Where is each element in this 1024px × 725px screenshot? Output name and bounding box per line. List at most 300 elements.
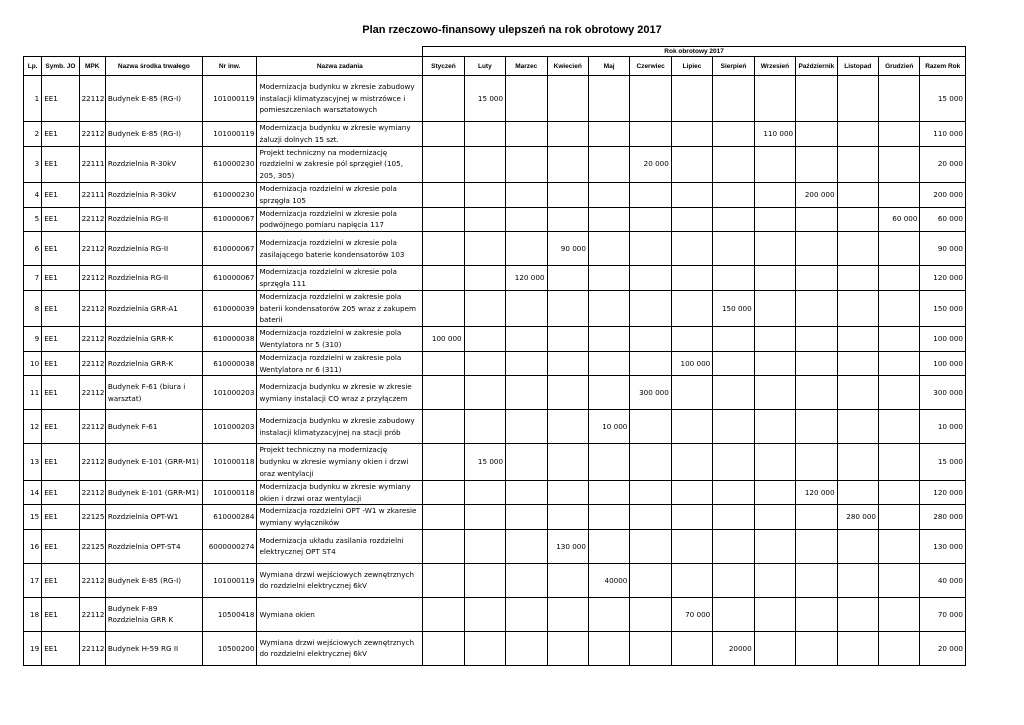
row-asset-name: Budynek E-85 (RG-I) [105,563,202,597]
row-month-empty [423,122,464,147]
row-symb-jo: EE1 [42,351,79,376]
row-month-empty [506,327,547,352]
row-month-empty [506,480,547,505]
row-inventory-number: 610000067 [202,266,257,291]
plan-table [23,46,966,666]
row-symb-jo: EE1 [42,505,79,530]
row-month-empty [754,410,795,444]
row-month-empty [713,444,754,480]
row-month-empty [754,444,795,480]
row-month-empty [630,480,671,505]
column-header: Nazwa zadania [257,57,423,76]
row-month-empty [588,631,629,665]
row-month-empty [754,76,795,122]
row-month-empty [754,182,795,207]
row-inventory-number: 610000038 [202,327,257,352]
row-month-empty [547,444,588,480]
row-task-name: Modernizacja budynku w zkresie w zkresie wymiany instalacji CO wraz z przyłączem [257,376,423,410]
row-month-empty [837,410,878,444]
row-month-empty [506,631,547,665]
row-month-empty [464,266,505,291]
row-month-empty [754,207,795,232]
row-month-empty [837,327,878,352]
row-month-empty [754,266,795,291]
row-symb-jo: EE1 [42,444,79,480]
row-month-empty [837,266,878,291]
row-month-empty [506,351,547,376]
row-inventory-number: 610000067 [202,207,257,232]
row-month-empty [423,351,464,376]
row-month-empty [464,207,505,232]
row-lp: 2 [24,122,42,147]
row-month-empty [547,76,588,122]
row-year-total: 20 000 [920,631,966,665]
row-month-empty [547,327,588,352]
row-month-amount: 20000 [713,631,754,665]
row-month-amount: 70 000 [671,597,712,631]
row-month-empty [464,563,505,597]
row-month-empty [588,146,629,182]
row-mpk: 22125 [79,505,105,530]
row-month-empty [754,327,795,352]
row-month-empty [713,505,754,530]
row-mpk: 22112 [79,266,105,291]
column-header: Luty [464,57,505,76]
row-month-amount: 10 000 [588,410,629,444]
row-month-empty [630,444,671,480]
row-asset-name: Rozdzielnia RG-II [105,232,202,266]
row-month-empty [879,266,920,291]
row-task-name: Wymiana drzwi wejściowych zewnętrznych do rozdzielni elektrycznej 6kV [257,563,423,597]
row-task-name: Modernizacja budynku w zkresie wymiany okien i drzwi oraz wentylacji [257,480,423,505]
row-asset-name: Rozdzielnia GRR-A1 [105,290,202,326]
row-month-amount: 20 000 [630,146,671,182]
row-month-empty [713,410,754,444]
row-symb-jo: EE1 [42,182,79,207]
row-month-empty [754,232,795,266]
row-inventory-number: 101000119 [202,76,257,122]
row-month-empty [423,563,464,597]
row-month-empty [506,529,547,563]
row-asset-name: Rozdzielnia OPT-ST4 [105,529,202,563]
row-month-empty [754,529,795,563]
row-month-empty [671,182,712,207]
row-month-empty [671,122,712,147]
row-inventory-number: 610000284 [202,505,257,530]
row-symb-jo: EE1 [42,146,79,182]
table-row [24,597,966,631]
row-month-empty [879,232,920,266]
row-month-empty [423,76,464,122]
row-task-name: Modernizacja układu zasilania rozdzielni elektrycznej OPT ST4 [257,529,423,563]
row-month-empty [630,597,671,631]
row-mpk: 22112 [79,563,105,597]
row-month-empty [464,529,505,563]
row-lp: 13 [24,444,42,480]
row-symb-jo: EE1 [42,376,79,410]
row-month-empty [671,505,712,530]
row-month-empty [713,76,754,122]
row-month-empty [796,351,837,376]
row-month-empty [879,376,920,410]
row-year-total: 150 000 [920,290,966,326]
row-month-empty [464,410,505,444]
row-month-empty [506,410,547,444]
column-header: MPK [79,57,105,76]
row-year-total: 120 000 [920,480,966,505]
row-task-name: Modernizacja rozdzielni OPT -W1 w zkaresie wymiany wyłączników [257,505,423,530]
row-month-empty [423,232,464,266]
row-lp: 18 [24,597,42,631]
row-year-total: 130 000 [920,529,966,563]
row-inventory-number: 610000039 [202,290,257,326]
row-month-empty [671,232,712,266]
row-inventory-number: 610000230 [202,146,257,182]
row-asset-name: Rozdzielnia R-30kV [105,182,202,207]
row-year-total: 120 000 [920,266,966,291]
row-month-empty [588,290,629,326]
row-month-empty [796,327,837,352]
row-month-empty [588,207,629,232]
row-month-empty [796,597,837,631]
row-year-total: 110 000 [920,122,966,147]
row-lp: 15 [24,505,42,530]
row-month-empty [506,207,547,232]
row-month-empty [713,207,754,232]
row-task-name: Modernizacja rozdzielni w zakresie pola baterii kondensatorów 205 wraz z zakupem baterii [257,290,423,326]
table-row [24,410,966,444]
row-month-empty [713,327,754,352]
table-row [24,266,966,291]
row-task-name: Modernizacja rozdzielni w zkresie pola zasilającego baterie kondensatorów 103 [257,232,423,266]
row-mpk: 22112 [79,290,105,326]
row-month-empty [796,505,837,530]
row-month-empty [796,76,837,122]
row-month-empty [506,505,547,530]
row-month-empty [879,146,920,182]
row-asset-name: Budynek F-61 (biura i warsztat) [105,376,202,410]
row-month-empty [547,597,588,631]
row-symb-jo: EE1 [42,563,79,597]
row-month-empty [879,480,920,505]
row-mpk: 22112 [79,122,105,147]
row-mpk: 22111 [79,182,105,207]
row-lp: 12 [24,410,42,444]
row-inventory-number: 610000067 [202,232,257,266]
row-task-name: Wymiana drzwi wejściowych zewnętrznych do rozdzielni elektrycznej 6kV [257,631,423,665]
row-month-empty [464,376,505,410]
row-month-empty [879,351,920,376]
row-year-total: 100 000 [920,351,966,376]
row-month-empty [547,480,588,505]
row-month-empty [796,122,837,147]
row-month-empty [879,327,920,352]
table-row [24,505,966,530]
row-mpk: 22112 [79,327,105,352]
row-month-empty [837,122,878,147]
row-month-empty [671,207,712,232]
row-mpk: 22112 [79,480,105,505]
table-row [24,182,966,207]
row-lp: 4 [24,182,42,207]
row-month-empty [630,631,671,665]
column-header: Sierpień [713,57,754,76]
row-asset-name: Budynek E-101 (GRR-M1) [105,444,202,480]
row-month-empty [464,480,505,505]
row-month-amount: 40000 [588,563,629,597]
row-year-total: 70 000 [920,597,966,631]
row-month-empty [671,444,712,480]
row-inventory-number: 10500418 [202,597,257,631]
row-month-empty [671,76,712,122]
row-asset-name: Rozdzielnia OPT-W1 [105,505,202,530]
row-month-empty [630,327,671,352]
row-month-empty [671,146,712,182]
row-month-amount: 100 000 [671,351,712,376]
row-month-empty [796,376,837,410]
row-month-empty [588,444,629,480]
row-month-empty [796,563,837,597]
row-month-empty [796,529,837,563]
row-month-empty [630,232,671,266]
row-month-empty [464,631,505,665]
row-month-empty [837,631,878,665]
row-month-empty [423,410,464,444]
row-month-empty [671,480,712,505]
column-header: Styczeń [423,57,464,76]
row-year-total: 300 000 [920,376,966,410]
table-row [24,376,966,410]
row-month-empty [837,146,878,182]
table-row [24,122,966,147]
row-symb-jo: EE1 [42,290,79,326]
row-month-empty [547,122,588,147]
row-month-empty [630,351,671,376]
row-month-empty [671,410,712,444]
row-inventory-number: 610000038 [202,351,257,376]
row-month-empty [630,207,671,232]
table-row [24,351,966,376]
table-row [24,563,966,597]
row-mpk: 22111 [79,146,105,182]
row-month-empty [879,76,920,122]
row-month-amount: 130 000 [547,529,588,563]
row-month-empty [754,146,795,182]
row-month-empty [547,182,588,207]
row-month-empty [671,631,712,665]
row-inventory-number: 101000119 [202,563,257,597]
row-month-empty [713,146,754,182]
row-month-empty [588,597,629,631]
row-month-empty [547,631,588,665]
row-month-empty [713,182,754,207]
row-inventory-number: 101000119 [202,122,257,147]
row-mpk: 22112 [79,207,105,232]
row-lp: 10 [24,351,42,376]
row-month-empty [796,444,837,480]
row-month-empty [547,146,588,182]
row-month-empty [837,290,878,326]
row-month-empty [713,376,754,410]
row-month-empty [879,290,920,326]
row-month-empty [879,563,920,597]
row-month-amount: 15 000 [464,444,505,480]
row-month-empty [630,76,671,122]
row-asset-name: Rozdzielnia R-30kV [105,146,202,182]
row-month-empty [547,376,588,410]
row-mpk: 22112 [79,444,105,480]
table-row [24,290,966,326]
row-month-empty [879,410,920,444]
row-mpk: 22112 [79,631,105,665]
row-month-empty [506,146,547,182]
row-symb-jo: EE1 [42,480,79,505]
row-month-amount: 120 000 [796,480,837,505]
row-month-empty [754,290,795,326]
row-month-empty [879,444,920,480]
row-year-total: 60 000 [920,207,966,232]
row-month-empty [423,182,464,207]
column-header: Lipiec [671,57,712,76]
row-month-empty [879,631,920,665]
row-month-empty [879,122,920,147]
row-month-empty [423,529,464,563]
row-asset-name: Budynek F-89 Rozdzielnia GRR K [105,597,202,631]
row-month-empty [630,182,671,207]
column-header: Lp. [24,57,42,76]
row-symb-jo: EE1 [42,529,79,563]
row-month-empty [464,182,505,207]
row-symb-jo: EE1 [42,410,79,444]
row-month-empty [754,480,795,505]
table-row [24,207,966,232]
row-month-empty [796,232,837,266]
table-row [24,146,966,182]
row-month-empty [879,597,920,631]
header-spacer [24,47,423,57]
row-asset-name: Rozdzielnia GRR-K [105,327,202,352]
row-month-amount: 90 000 [547,232,588,266]
row-month-empty [547,207,588,232]
row-month-empty [837,76,878,122]
row-month-empty [423,444,464,480]
row-month-empty [547,505,588,530]
row-mpk: 22125 [79,529,105,563]
row-month-empty [713,529,754,563]
row-year-total: 10 000 [920,410,966,444]
table-row [24,480,966,505]
row-task-name: Projekt techniczny na modernizację rozdzielni w zakresie pól sprzęgieł (105, 205, 305) [257,146,423,182]
column-header: Listopad [837,57,878,76]
row-month-empty [713,563,754,597]
row-month-empty [713,122,754,147]
row-month-empty [630,563,671,597]
row-month-empty [464,146,505,182]
row-month-empty [588,122,629,147]
row-year-total: 100 000 [920,327,966,352]
row-month-empty [506,597,547,631]
row-asset-name: Rozdzielnia GRR-K [105,351,202,376]
row-month-empty [671,376,712,410]
row-month-empty [588,232,629,266]
row-month-empty [713,266,754,291]
row-month-empty [464,597,505,631]
row-month-empty [464,351,505,376]
table-row [24,232,966,266]
row-lp: 11 [24,376,42,410]
row-month-amount: 200 000 [796,182,837,207]
row-month-empty [754,631,795,665]
row-month-amount: 150 000 [713,290,754,326]
row-month-empty [464,327,505,352]
row-month-empty [506,376,547,410]
row-month-empty [423,207,464,232]
row-month-empty [713,480,754,505]
row-asset-name: Budynek E-85 (RG-I) [105,122,202,147]
column-header: Kwiecień [547,57,588,76]
row-year-total: 40 000 [920,563,966,597]
row-month-empty [796,631,837,665]
row-month-empty [671,266,712,291]
row-month-empty [588,182,629,207]
row-lp: 1 [24,76,42,122]
row-month-empty [423,266,464,291]
column-header: Maj [588,57,629,76]
row-month-empty [796,410,837,444]
row-month-empty [506,232,547,266]
row-month-empty [837,444,878,480]
row-symb-jo: EE1 [42,232,79,266]
row-lp: 7 [24,266,42,291]
row-month-empty [713,351,754,376]
row-month-empty [423,376,464,410]
row-month-empty [671,563,712,597]
row-month-empty [796,146,837,182]
row-month-empty [547,351,588,376]
row-month-empty [754,351,795,376]
column-header: Wrzesień [754,57,795,76]
row-mpk: 22112 [79,376,105,410]
row-symb-jo: EE1 [42,266,79,291]
page-title: Plan rzeczowo-finansowy ulepszeń na rok obrotowy 2017 [362,24,662,36]
row-inventory-number: 6000000274 [202,529,257,563]
row-year-total: 15 000 [920,76,966,122]
row-lp: 5 [24,207,42,232]
row-asset-name: Budynek F-61 [105,410,202,444]
column-header: Październik [796,57,837,76]
row-month-empty [464,232,505,266]
row-month-amount: 280 000 [837,505,878,530]
row-month-empty [588,327,629,352]
row-month-empty [506,444,547,480]
row-month-empty [754,505,795,530]
row-month-empty [837,351,878,376]
row-month-empty [796,207,837,232]
year-group-header: Rok obrotowy 2017 [423,47,966,57]
column-header: Nazwa środka trwałego [105,57,202,76]
row-month-empty [754,597,795,631]
row-task-name: Modernizacja budynku w zkresie wymiany żaluzji dolnych 15 szt. [257,122,423,147]
row-month-empty [837,529,878,563]
row-asset-name: Budynek H-59 RG II [105,631,202,665]
row-month-empty [879,505,920,530]
row-task-name: Wymiana okien [257,597,423,631]
row-month-empty [588,76,629,122]
row-symb-jo: EE1 [42,76,79,122]
table-row [24,76,966,122]
row-inventory-number: 101000203 [202,410,257,444]
row-month-empty [796,266,837,291]
